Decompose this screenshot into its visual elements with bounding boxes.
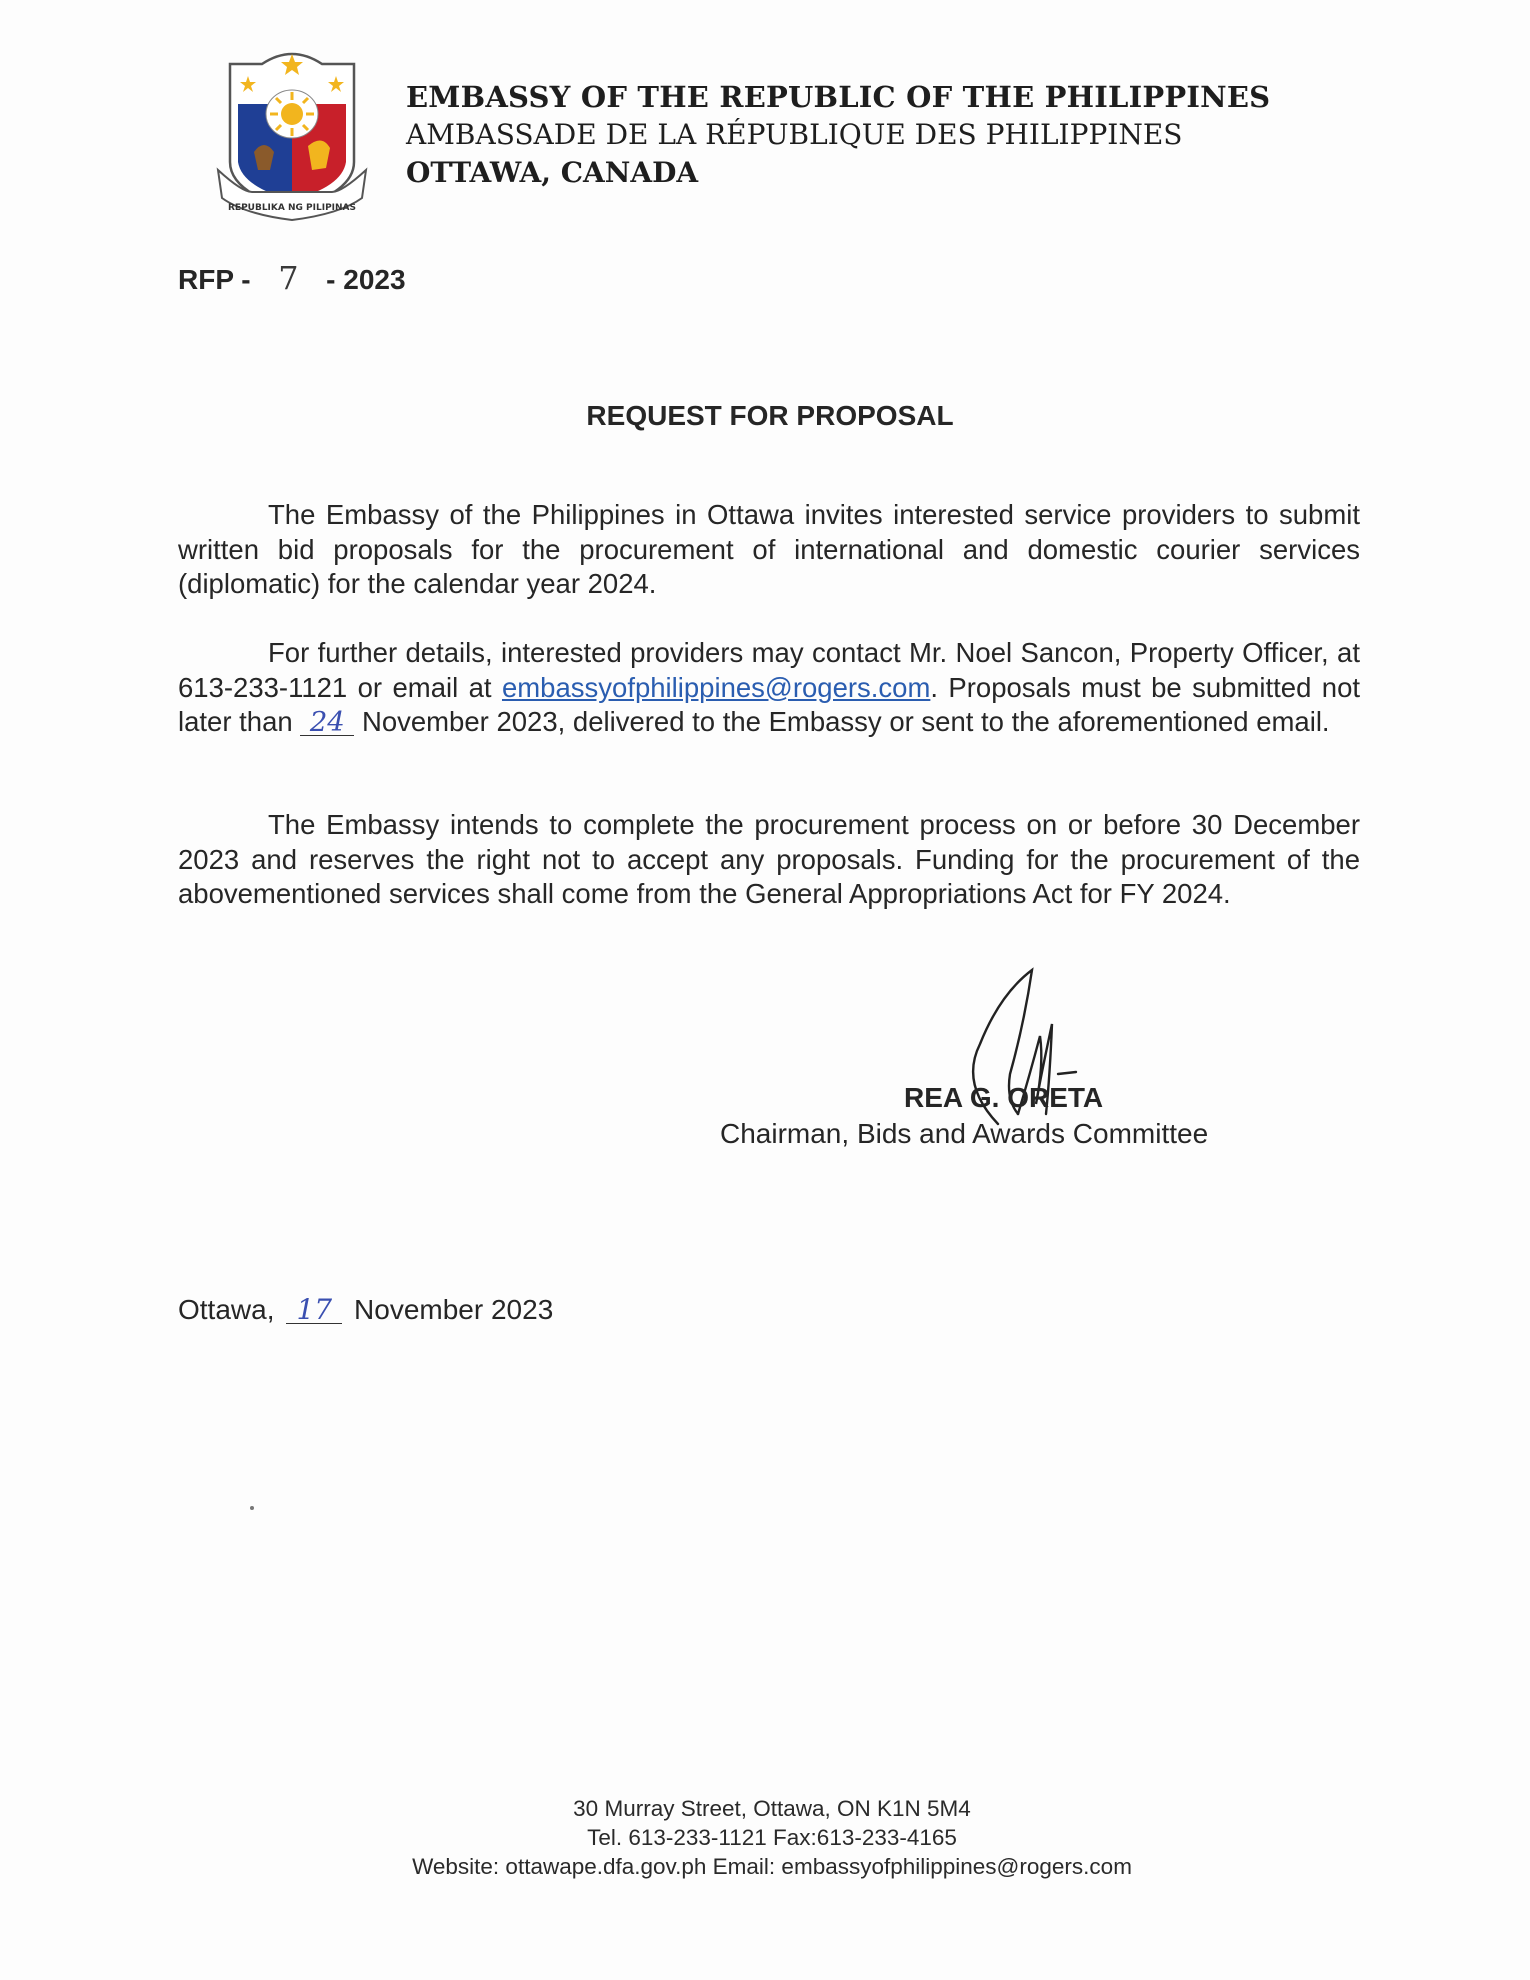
rfp-reference — [178, 258, 406, 300]
embassy-location: OTTAWA, CANADA — [406, 156, 699, 189]
deadline-text: . Proposals must be submitted not later than — [178, 671, 1361, 737]
dateline-day-handwritten: 17 — [286, 1297, 342, 1324]
email-link[interactable]: embassyofphilippines@rogers.com — [501, 671, 931, 703]
embassy-name-french: AMBASSADE DE LA RÉPUBLIQUE DES PHILIPPINES — [406, 118, 1183, 151]
signatory-name: REA G. ORETA — [904, 1082, 1104, 1113]
deadline-day-handwritten: 24 — [300, 709, 354, 736]
paragraph-contact-details — [178, 636, 1360, 740]
svg-text:REPUBLIKA NG PILIPINAS: REPUBLIKA NG PILIPINAS — [227, 203, 357, 213]
footer-address: 30 Murray Street, Ottawa, ON K1N 5M4 — [573, 1796, 971, 1821]
signatory-title: Chairman, Bids and Awards Committee — [720, 1118, 1209, 1149]
footer-phone-fax: Tel. 613-233-1121 Fax:613-233-4165 — [587, 1825, 957, 1850]
dateline-month-year: November 2023 — [354, 1294, 554, 1325]
letterhead — [406, 78, 1306, 192]
paragraph-procurement-timeline: The Embassy intends to complete the procurement process on or before 30 December 2023 and reserves the right not to accept any proposals. Funding for the procurement of the abovementioned services shall come from the General Appropriations Act for FY 2024. — [178, 809, 1360, 909]
dateline-place: Ottawa, — [178, 1294, 275, 1325]
scan-speck — [250, 1506, 254, 1510]
delivery-text: November 2023, delivered to the Embassy or sent to the aforementioned email. — [354, 706, 1330, 737]
footer-website-email: Website: ottawape.dfa.gov.ph Email: embassyofphilippines@rogers.com — [412, 1854, 1132, 1879]
dateline — [178, 1290, 553, 1330]
embassy-name-english: EMBASSY OF THE REPUBLIC OF THE PHILIPPINES — [406, 80, 1271, 114]
rfp-number-handwritten: 7 — [278, 259, 299, 297]
philippine-coat-of-arms-seal — [212, 42, 372, 232]
document-title: REQUEST FOR PROPOSAL — [586, 400, 954, 431]
footer — [0, 1794, 1530, 1881]
contact-text: For further details, interested providers may contact Mr. Noel Sancon, Property Officer, at 613-233-1121 or email at — [178, 637, 1360, 703]
rfp-year: - 2023 — [326, 264, 406, 295]
rfp-prefix: RFP - — [178, 264, 251, 295]
paragraph-invitation: The Embassy of the Philippines in Ottawa invites interested service providers to submit written bid proposals for the procurement of international and domestic courier services (diplomatic) for the calendar year 2024. — [178, 499, 1360, 599]
